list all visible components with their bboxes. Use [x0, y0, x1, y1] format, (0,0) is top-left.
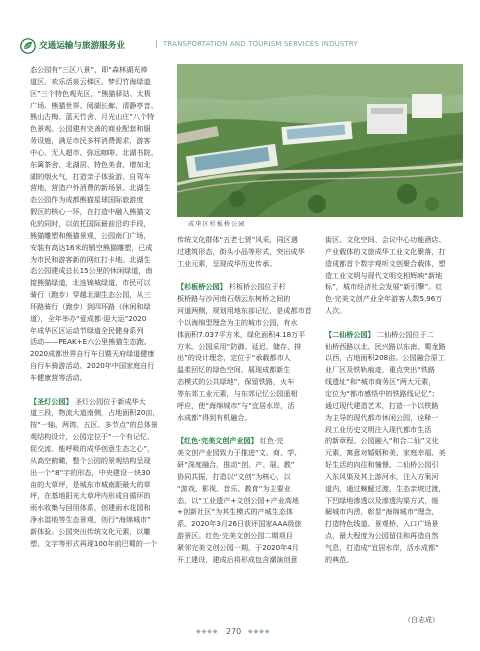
- body-line: 为主导的现代都市休闲公园，诠释一: [325, 412, 439, 422]
- body-line: 营地、营造户外消费的新场景。北湖生: [30, 183, 151, 193]
- body-line: 环路骑行（跑步）到四环路（休闲和绿: [30, 301, 151, 311]
- section-first-line: 红色·完: [257, 436, 284, 446]
- body-line: 色·完美文创产业全年游客人数5.96万: [325, 294, 443, 304]
- body-line: 道区、欢乐活泉云梯区、梦幻竹海绿道: [30, 76, 151, 86]
- body-line: 塑、文字等形式再现100年前巴蜀的一个: [30, 538, 158, 548]
- body-line: 系。2020年3月26日获评国家AAA级旅: [177, 519, 302, 529]
- body-line: 2020成都世界自行车日暨天府绿道健康: [30, 349, 155, 359]
- body-line: 为市民和游客新的网红打卡地。北湖生: [30, 254, 151, 264]
- body-line: 方米。公园采用“防御、延迟、储存、排: [177, 341, 302, 351]
- page-number: 270: [226, 627, 242, 636]
- text-column-right: [325, 234, 463, 566]
- body-line: 板桥路与沙河南石烟云东树桥之间的: [177, 294, 291, 304]
- body-line: 研”深度融合，推动“创、产、展、教”: [177, 460, 295, 470]
- body-line: 段工业历史文明注入现代都市生活: [325, 424, 432, 434]
- footer-dots-right: ◆◆◆◆: [248, 628, 271, 635]
- body-line: +创新社区”为其生模式的产城生态体: [177, 507, 294, 517]
- body-line: “游戏、影视、音乐、教育”为主要业: [177, 483, 291, 493]
- body-line: 安装有高达16米的锻空熊猫雕塑，已成: [30, 242, 153, 252]
- body-line: 骑行（跑步）穿越北湖生态公园，从三: [30, 290, 151, 300]
- body-line: 态公园有“三区八景”，即“森林湖光禅: [30, 65, 148, 74]
- section-heading: 【二仙桥公园】: [325, 329, 375, 339]
- body-line: 传统文化群体“五老七贤”风采，同区遇: [177, 235, 298, 244]
- body-line: 点，最大程度为公园留住和再造自然: [325, 531, 439, 541]
- footer-dots-left: ◆◆◆◆: [196, 628, 219, 635]
- body-line: 出一个“8”字的形态，中央建设一块30: [30, 467, 151, 477]
- body-line: 净水湿地等生态景观，创行“海绵城市”: [30, 515, 151, 525]
- body-line: 工业元素，呈现成华历史传承。: [177, 258, 277, 268]
- body-line: 自行车骑游活动、2020年中国家庭自行: [30, 361, 155, 371]
- body-line: 气息，打造成“宜居水岸，活水成都”: [325, 542, 439, 552]
- paragraph-spacer: [177, 270, 313, 282]
- section-heading: 【红色·完美文创产业园】: [177, 436, 258, 446]
- body-line: 道内，通过蜿蜒过渡、生态亲坡过渡，: [325, 483, 446, 493]
- body-line: 出”的设计理念，定位于“承载都市人: [177, 353, 291, 363]
- body-line: 呼应，使“海绵城市”与“宜居水岸，活: [177, 400, 295, 410]
- body-line: 个以海绵型理念为主的城市公园，有水: [177, 317, 298, 327]
- body-line: 的典范。: [325, 554, 354, 564]
- body-line: 线遗址”和“城市商务区”两大元素，: [325, 377, 436, 387]
- body-line: 态公园建成总长15公里的休闲绿道，南: [30, 266, 153, 276]
- body-line: 态公园作为成都熊猫星球国际旅游度: [30, 195, 144, 205]
- body-line: 入东风渠及其上游河水，注入方案河: [325, 471, 439, 481]
- text-column-left: [30, 64, 168, 550]
- body-line: 熊山古梅、蓝天竹舍、月光山庄”八个特: [30, 112, 155, 122]
- header-separator: |: [155, 39, 158, 48]
- body-line: 人次。: [325, 306, 347, 316]
- body-line: 紧邻完美文创公园一期，于2020年4月: [177, 542, 299, 552]
- body-line: 等东郊工业元素，与东郊记忆公园遥相: [177, 388, 298, 398]
- body-line: 坪，在基地阳光大草坪内形成自循环的: [30, 491, 151, 501]
- body-line: 美文创产业园致力于推进“文、商、学、: [177, 448, 302, 458]
- running-header: [18, 38, 462, 54]
- section-heading-line: [177, 435, 313, 447]
- body-line: 车健康营等活动。: [30, 372, 87, 382]
- body-line: 河道两侧，规划用地东部记忆，是成都市首: [177, 306, 312, 316]
- section-first-line: 杉板桥公园位于杉: [226, 282, 286, 292]
- body-line: 活动——PEAK+E六公里熊猫生态跑。: [30, 337, 151, 347]
- body-line: 新体验。公园突出传统文化元素，以雕: [30, 526, 151, 536]
- body-line: 标”，城市经济社会发展“新引擎”。红: [325, 282, 443, 292]
- photo-caption: 成华区杉板桥公园: [188, 221, 246, 228]
- header-title-en: TRANSPORTATION AND TOURISM SERVICES INDUSTRY: [163, 40, 358, 48]
- aerial-park-photo: [177, 64, 463, 217]
- body-line: 接熊猫绿道，北连锦城绿道，市民可以: [30, 278, 151, 288]
- author-credit: （白志成）: [404, 616, 439, 624]
- header-title-zh: 交通运输与旅游服务业: [39, 41, 125, 51]
- body-line: 道三段，物流大道南侧，占地面积20亩，: [30, 408, 160, 418]
- section-first-line: 圣灯公园位于新成华大: [72, 396, 146, 406]
- body-line: 从高空俯瞰，整个公园的景观结构呈现: [30, 455, 151, 465]
- section-first-line: 二仙桥公园位于二: [374, 329, 434, 339]
- body-line: 务设施，满足市民多样消费需求，游客: [30, 136, 151, 146]
- body-line: 化的同时，以依托国际最前沿的手段，: [30, 218, 151, 228]
- body-line: 开工建设，建成后将形成包含潮演创意: [177, 554, 298, 564]
- paragraph-spacer: [177, 424, 313, 436]
- body-line: 区”三个特色观光区，“熊猫驿站、太极: [30, 88, 151, 98]
- park-aerial-illustration: [177, 64, 463, 217]
- body-line: 年成华区区运动节绿道全民健身系列: [30, 325, 144, 335]
- body-line: 造成都首个数字观听文创聚合载体，塑: [325, 258, 446, 268]
- paragraph-spacer: [30, 384, 168, 396]
- body-line: 广场、熊猫世界、阅湖长廊、清静亭音、: [30, 100, 158, 110]
- body-line: 态，以“工业遗产+文创公园+产业高地: [177, 495, 299, 505]
- body-line: 体面积7.037平方米，绿化面积4.18万平: [177, 329, 306, 339]
- body-line: 元素，寓意对婚姻和美、家庭幸福、美: [325, 448, 446, 458]
- body-line: 街区、文化空间、会议中心功能酒店、: [325, 235, 446, 244]
- body-line: 色景观。公园建有完善的商业配套和服: [30, 124, 151, 134]
- body-line: 东篱茶舍、北湖居、特色美食，增加北: [30, 159, 151, 169]
- body-line: 按“一轴、两湾、五区、多节点”的总体景: [30, 420, 158, 430]
- body-line: 假区的核心一环，在打造中融入熊猫文: [30, 207, 151, 217]
- body-line: 通过现代建造艺术，打造一个以铁路: [325, 400, 439, 410]
- body-line: 协同共振，打造以“文创”为核心，以: [177, 471, 291, 481]
- body-line: 游景区。红色·完美文创公园二期项目: [177, 531, 293, 541]
- paragraph-spacer: [325, 317, 463, 329]
- section-heading: 【圣灯公园】: [30, 396, 73, 406]
- body-line: 雨水收集与回用体系，创建雨水花园和: [30, 503, 151, 513]
- body-line: 过建筑形态，街头小品等形式，突出成华: [177, 246, 305, 256]
- body-line: 造工业文明与现代文明交相辉映“新地: [325, 270, 443, 280]
- body-line: 观结构设计，公园定位于“一个有记忆、: [30, 432, 155, 442]
- body-line: 道），全年举办“爱成都·迎大运”2020: [30, 313, 147, 323]
- section-heading-line: [325, 329, 463, 341]
- body-line: 水成都”得到有机融合。: [177, 412, 252, 422]
- body-line: 仙桥西路以北、民兴路以东南、蜀龙路: [325, 341, 446, 351]
- section-heading-line: [177, 281, 313, 293]
- body-line: 产业载体的文旅成华工业文化聚落，打: [325, 246, 446, 256]
- body-line: 态模式的公共绿地”，保留铁路，火车: [177, 377, 295, 387]
- body-line: 解城市内涝，彰显“海绵城市”理念，: [325, 507, 439, 517]
- body-line: 业厂区及铁轨痕迹，重点突出“铁路: [325, 365, 436, 375]
- body-line: 温柔回忆的绿色空间，展现成都新生: [177, 365, 291, 375]
- body-line: 熊猫雕塑和熊猫景观，公园南门广场，: [30, 230, 151, 240]
- section-heading: 【杉板桥公园】: [177, 282, 227, 292]
- green-leaf-circle-icon: [20, 38, 36, 54]
- body-line: 好生活的向往和憧憬。二仙桥公园引: [325, 460, 439, 470]
- text-column-middle: [177, 234, 313, 566]
- body-line: 的新章程。公园融入“和合二仙”文化: [325, 436, 439, 446]
- section-heading-line: [30, 396, 168, 408]
- body-line: 定位为“都市感悟中的铁路线记忆”；: [325, 388, 439, 398]
- body-line: 湖的烟火气，打造亲子体验游、自驾车: [30, 171, 151, 181]
- body-line: 以西，占地面积208亩。公园融合原工: [325, 353, 445, 363]
- body-line: 下凹绿地渗透以及渗透沟渠方式，缓: [325, 495, 439, 505]
- body-line: 中心、无人超市、弥远咖啡、北湖书院、: [30, 147, 158, 157]
- body-line: 打造特色线道、景观桥、入口广场景: [325, 519, 439, 529]
- body-line: 促交流、能呼吸的成华创意生态之心”，: [30, 444, 155, 453]
- body-line: 亩的大草坪，是城东市城南距最大的草: [30, 479, 151, 489]
